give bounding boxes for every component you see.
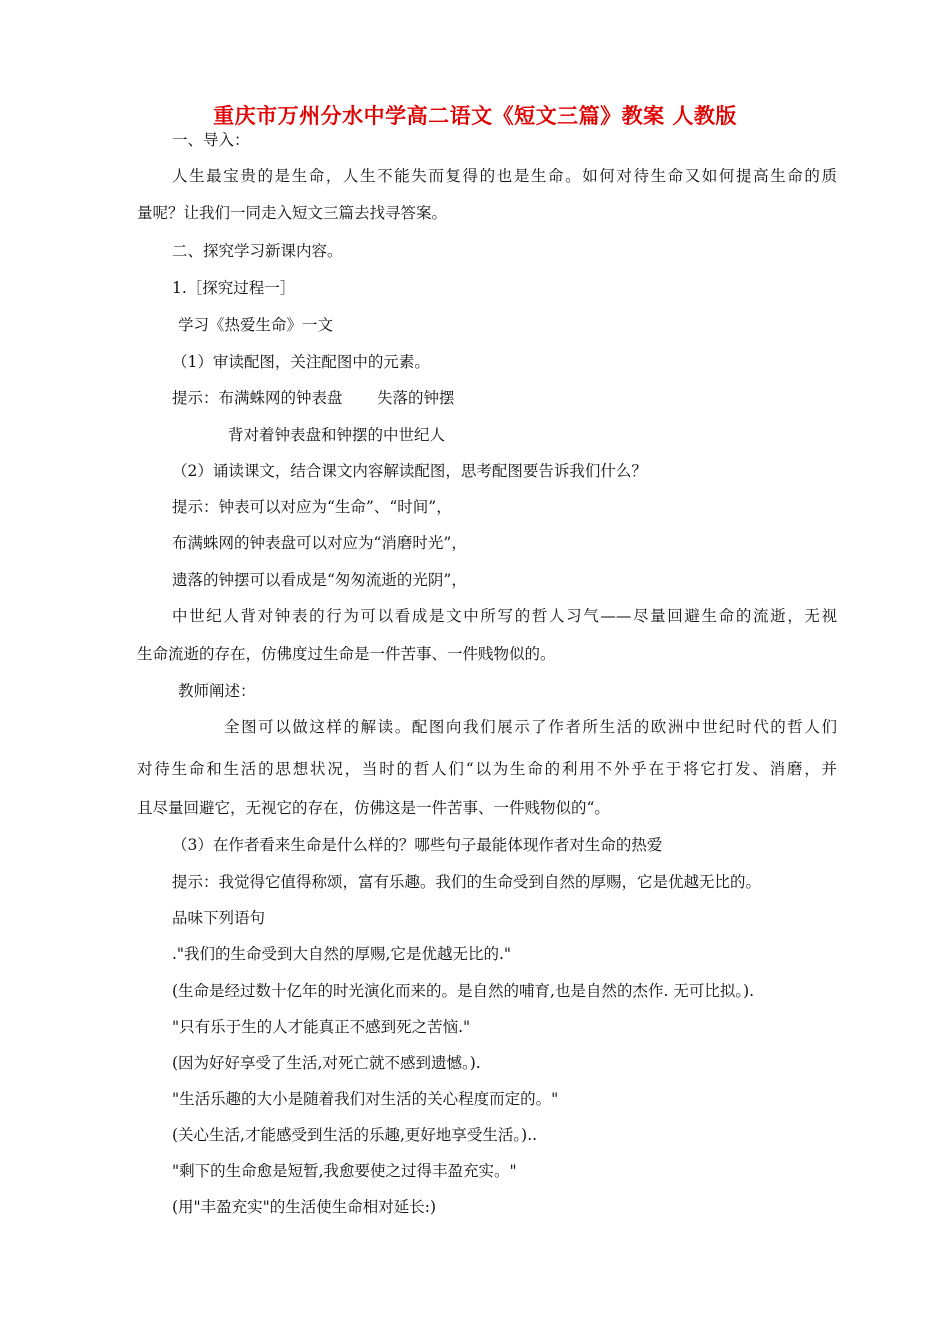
text-line: 一、导入： (172, 131, 250, 149)
text-line: 学习《热爱生命》一文 (178, 316, 334, 334)
text-line: （1）审读配图，关注配图中的元素。 (172, 353, 430, 371)
text-line: 背对着钟表盘和钟摆的中世纪人 (228, 426, 446, 444)
text-line: "剩下的生命愈是短暂,我愈要使之过得丰盈充实。" (172, 1162, 517, 1180)
text-line: 且尽量回避它，无视它的存在，仿佛这是一件苦事、一件贱物似的“。 (137, 799, 610, 817)
text-line: "生活乐趣的大小是随着我们对生活的关心程度而定的。" (172, 1090, 559, 1108)
text-line: 提示：钟表可以对应为“生命”、“时间”， (172, 498, 452, 516)
text-line: 二、探究学习新课内容。 (172, 242, 343, 260)
text-line: 布满蛛网的钟表盘可以对应为“消磨时光”， (172, 534, 467, 552)
text-line: (用"丰盈充实"的生活使生命相对延长:) (172, 1198, 437, 1216)
text-line: 提示：我觉得它值得称颂，富有乐趣。我们的生命受到自然的厚赐，它是优越无比的。 (172, 873, 762, 891)
text-line: （3）在作者看来生命是什么样的？哪些句子最能体现作者对生命的热爱 (172, 836, 663, 854)
text-line: 中世纪人背对钟表的行为可以看成是文中所写的哲人习气——尽量回避生命的流逝，无视 (172, 607, 837, 625)
text-line: 教师阐述： (178, 682, 256, 700)
text-line: （2）诵读课文，结合课文内容解读配图，思考配图要告诉我们什么？ (172, 462, 647, 480)
text-line: 对待生命和生活的思想状况，当时的哲人们“以为生命的利用不外乎在于将它打发、消磨，并 (137, 760, 837, 778)
text-line: 全图可以做这样的解读。配图向我们展示了作者所生活的欧洲中世纪时代的哲人们 (224, 718, 837, 736)
text-line: ."我们的生命受到大自然的厚赐,它是优越无比的." (172, 945, 512, 963)
text-line: 量呢？让我们一同走入短文三篇去找寻答案。 (137, 204, 448, 222)
text-line: (因为好好享受了生活,对死亡就不感到遗憾。). (172, 1054, 481, 1072)
text-line: 生命流逝的存在，仿佛度过生命是一件苦事、一件贱物似的。 (137, 645, 556, 663)
text-line: 品味下列语句 (172, 909, 266, 927)
text-line: (关心生活,才能感受到生活的乐趣,更好地享受生活。).. (172, 1126, 538, 1144)
text-line: 提示：布满蛛网的钟表盘 失落的钟摆 (172, 389, 455, 407)
document-title: 重庆市万州分水中学高二语文《短文三篇》教案 人教版 (213, 103, 737, 128)
text-line: 1.［探究过程一］ (172, 279, 296, 297)
text-line: 人生最宝贵的是生命，人生不能失而复得的也是生命。如何对待生命又如何提高生命的质 (172, 167, 837, 185)
text-line: 遗落的钟摆可以看成是“匆匆流逝的光阴”， (172, 571, 467, 589)
text-line: "只有乐于生的人才能真正不感到死之苦恼." (172, 1018, 471, 1036)
text-line: (生命是经过数十亿年的时光演化而来的。是自然的哺育,也是自然的杰作. 无可比拟。). (172, 982, 755, 1000)
